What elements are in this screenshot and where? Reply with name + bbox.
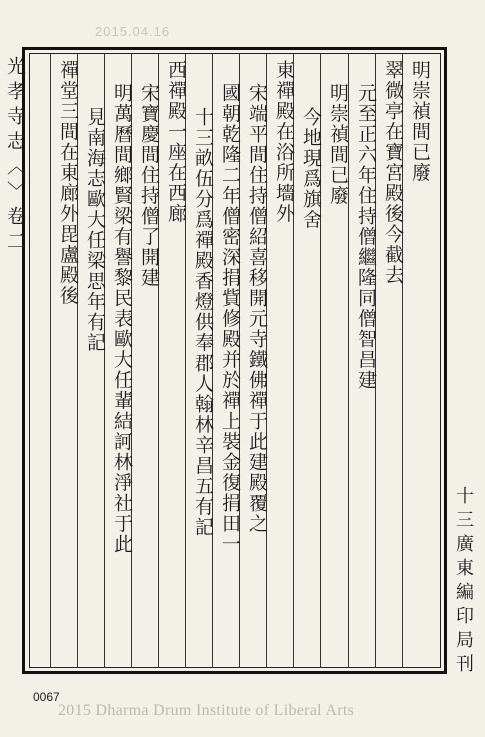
text-column: 見南海志歐大任梁思年有記 (84, 107, 106, 353)
page-number: 0067 (33, 690, 60, 704)
text-column: 東禪殿在浴所墻外 (273, 60, 295, 224)
text-column: 禪堂三間在東廊外毘盧殿後 (57, 60, 79, 306)
margin-publisher: 十三廣東編印局刊 (453, 486, 474, 678)
text-column: 十三畝伍分爲禪殿香燈供奉郡人翰林辛昌五有記 (192, 107, 214, 538)
text-column: 明萬曆間鄉賢梁有譽黎民表歐大任輩結訶林淨社于此 (111, 83, 133, 555)
text-column: 宋寶慶間住持僧了開建 (138, 83, 160, 288)
text-column: 今地現爲旗舍 (300, 107, 322, 230)
text-column: 明崇禎間已廢 (327, 83, 349, 206)
text-column: 翠微亭在寶宮殿後今截去 (382, 60, 404, 286)
text-column: 宋端平間住持僧紹喜移開元寺鐵佛禪于此建殿覆之 (246, 83, 268, 534)
text-column: 西禪殿一座在西廊 (165, 60, 187, 224)
text-column: 明崇禎間已廢 (409, 60, 431, 183)
watermark-date: 2015.04.16 (95, 24, 171, 39)
watermark-institute: 2015 Dharma Drum Institute of Liberal Arts (58, 702, 355, 719)
text-column: 國朝乾隆二年僧密深捐貲修殿并於禪上裝金復捐田一 (219, 83, 241, 555)
text-column: 元至正六年住持僧繼隆同僧智昌建 (355, 83, 377, 391)
column-divider (50, 53, 51, 668)
margin-title: 光孝寺志〈〉卷二 (4, 56, 26, 256)
